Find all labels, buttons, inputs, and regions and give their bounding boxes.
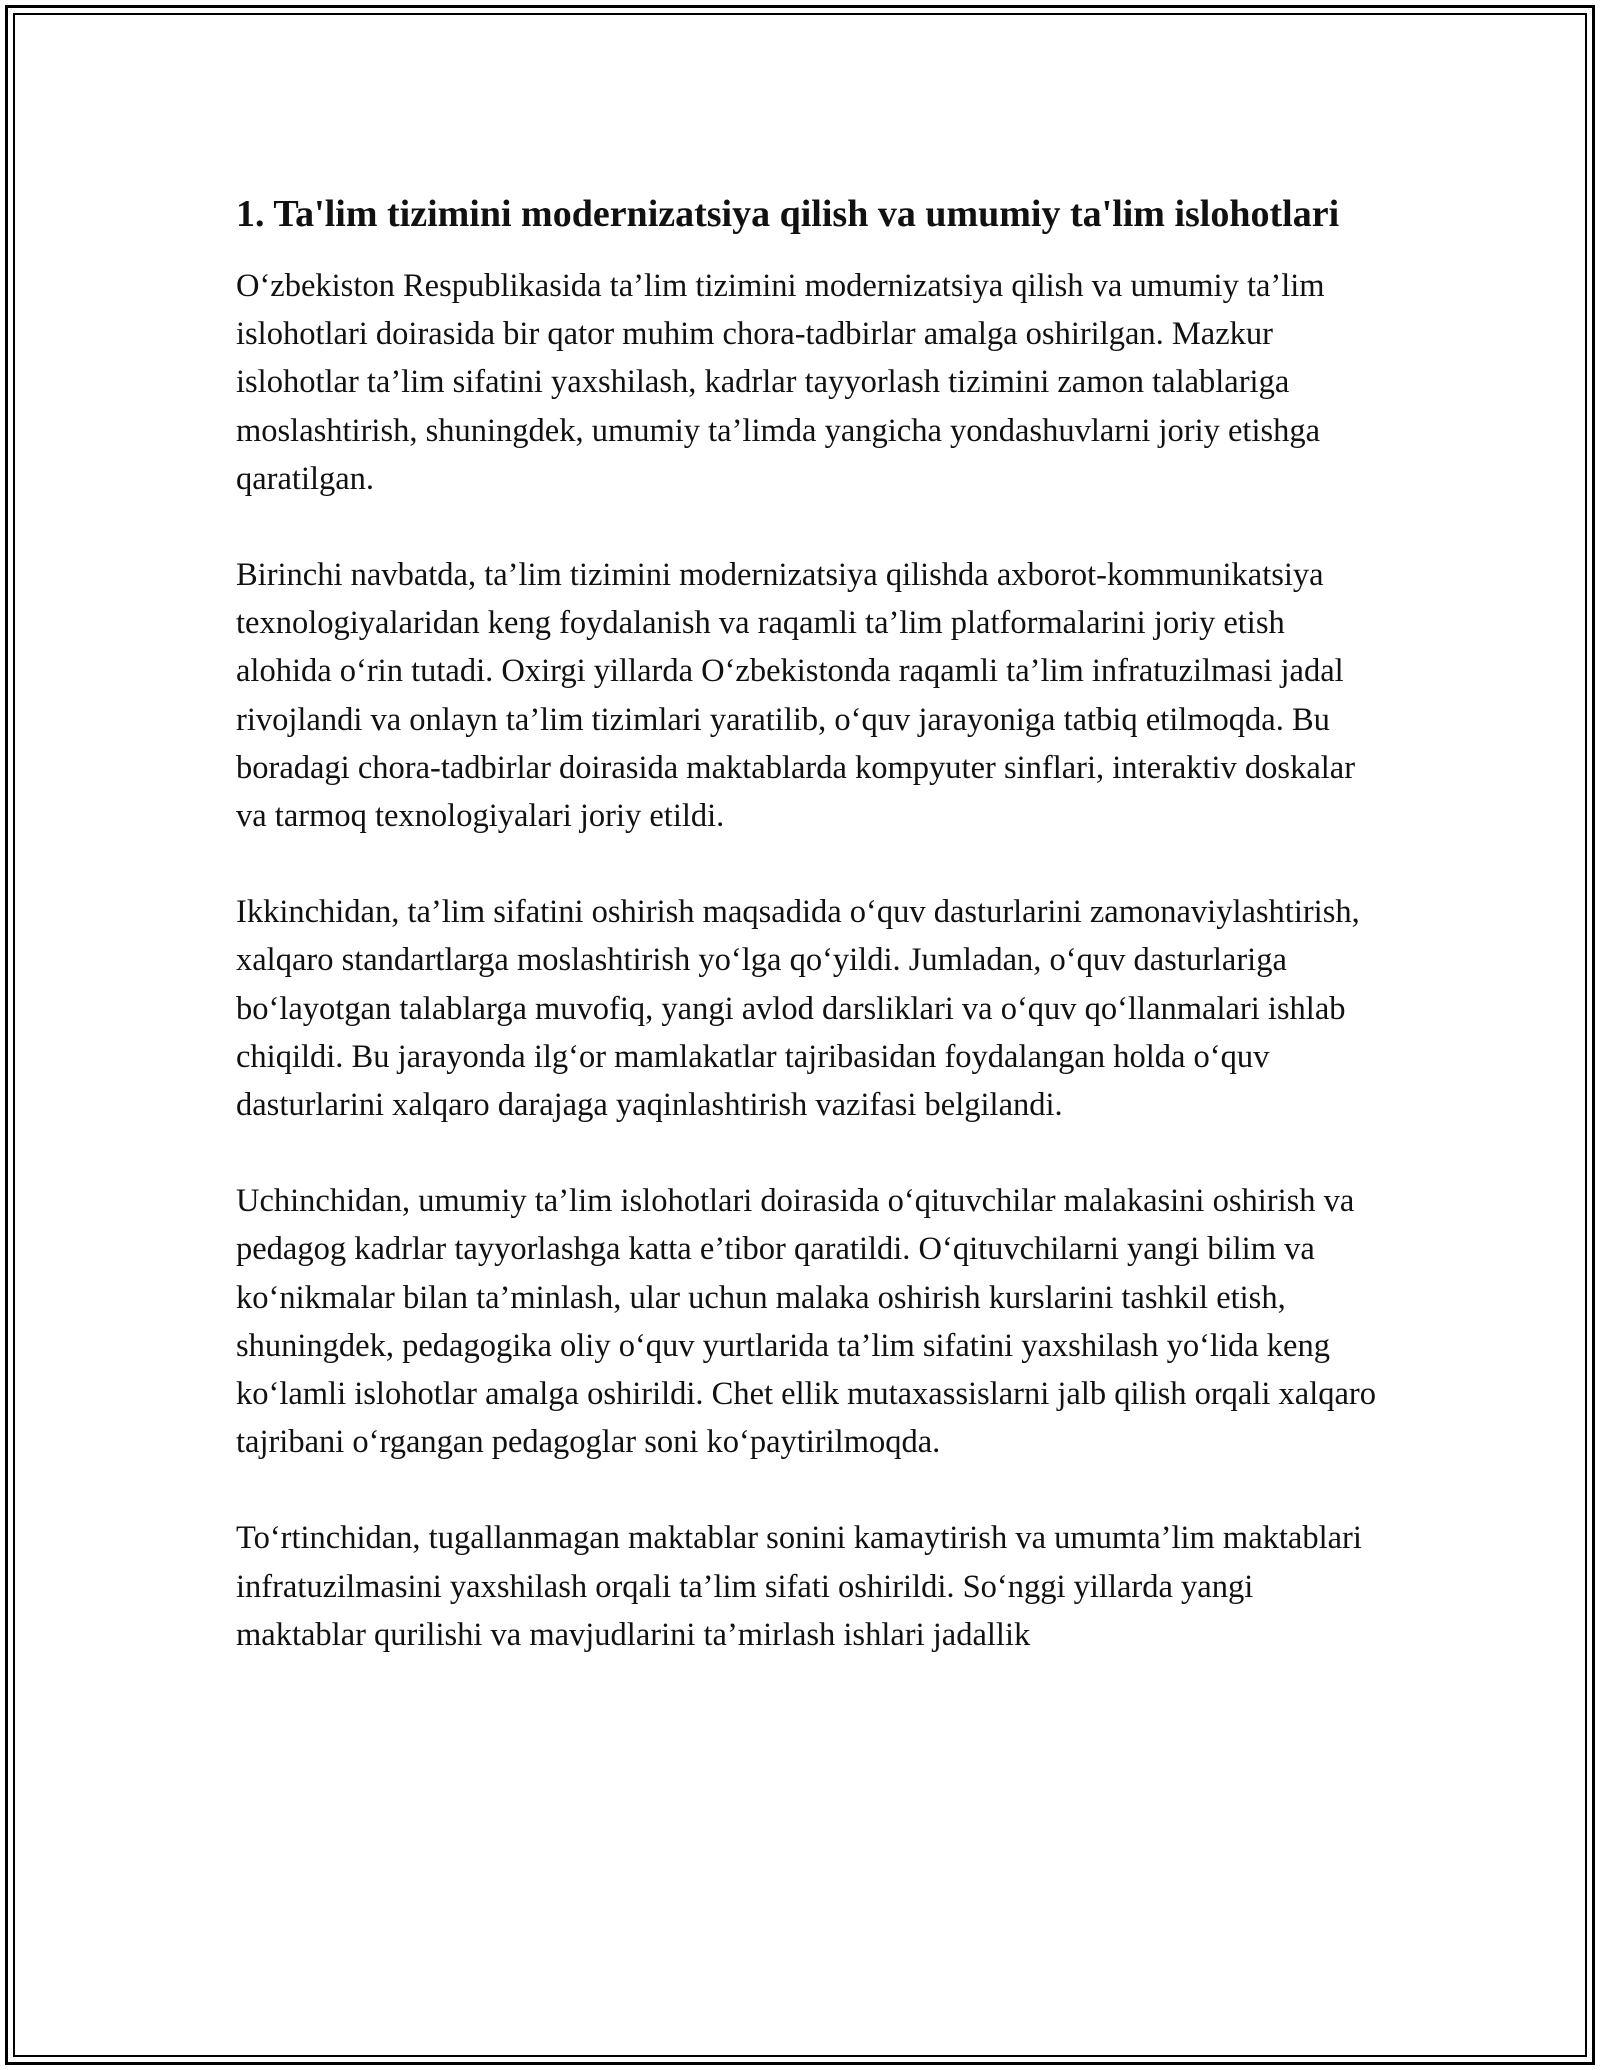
paragraph-first-point: Birinchi navbatda, ta’lim tizimini modernizatsiya qilishda axborot-kommunikatsiya texnologiyalaridan keng foydalanish va raqamli ta’lim platformalarini joriy etish alohida o‘rin tutadi. Oxirgi yillarda O‘zbekistonda raqamli ta’lim infratuzilmasi jadal rivojlandi va onlayn ta’lim tizimlari yaratilib, o‘quv jarayoniga tatbiq etilmoqda. Bu boradagi chora-tadbirlar doirasida maktablarda kompyuter sinflari, interaktiv doskalar va tarmoq texnologiyalari joriy etildi. bbox=[236, 557, 1356, 835]
document-body bbox=[236, 186, 1376, 1707]
paragraph-third-point: Uchinchidan, umumiy ta’lim islohotlari doirasida o‘qituvchilar malakasini oshirish va pedagog kadrlar tayyorlashga katta e’tibor qaratildi. O‘qituvchilarni yangi bilim va ko‘nikmalar bilan ta’minlash, ular uchun malaka oshirish kurslarini tashkil etish, shuningdek, pedagogika oliy o‘quv yurtlarida ta’lim sifatini yaxshilash yo‘lida keng ko‘lamli islohotlar amalga oshirildi. Chet ellik mutaxassislarni jalb qilish orqali xalqaro tajribani o‘rgangan pedagoglar soni ko‘paytirilmoqda. bbox=[236, 1183, 1376, 1461]
paragraph-fourth-point: To‘rtinchidan, tugallanmagan maktablar sonini kamaytirish va umumta’lim maktablari infratuzilmasini yaxshilash orqali ta’lim sifati oshirildi. So‘nggi yillarda yangi maktablar qurilishi va mavjudlarini ta’mirlash ishlari jadallik bbox=[236, 1520, 1362, 1653]
paragraph-second-point: Ikkinchidan, ta’lim sifatini oshirish maqsadida o‘quv dasturlarini zamonaviylashtirish, xalqaro standartlarga moslashtirish yo‘lga qo‘yildi. Jumladan, o‘quv dasturlariga bo‘layotgan talablarga muvofiq, yangi avlod darsliklari va o‘quv qo‘llanmalari ishlab chiqildi. Bu jarayonda ilg‘or mamlakatlar tajribasidan foydalangan holda o‘quv dasturlarini xalqaro darajaga yaqinlashtirish vazifasi belgilandi. bbox=[236, 894, 1360, 1124]
paragraph-intro: O‘zbekiston Respublikasida ta’lim tizimini modernizatsiya qilish va umumiy ta’lim islohotlari doirasida bir qator muhim chora-tadbirlar amalga oshirilgan. Mazkur islohotlar ta’lim sifatini yaxshilash, kadrlar tayyorlash tizimini zamon talablariga moslashtirish, shuningdek, umumiy ta’limda yangicha yondashuvlarni joriy etishga qaratilgan. bbox=[236, 268, 1325, 497]
section-heading: 1. Ta'lim tizimini modernizatsiya qilish va umumiy ta'lim islohotlari bbox=[236, 193, 1340, 235]
